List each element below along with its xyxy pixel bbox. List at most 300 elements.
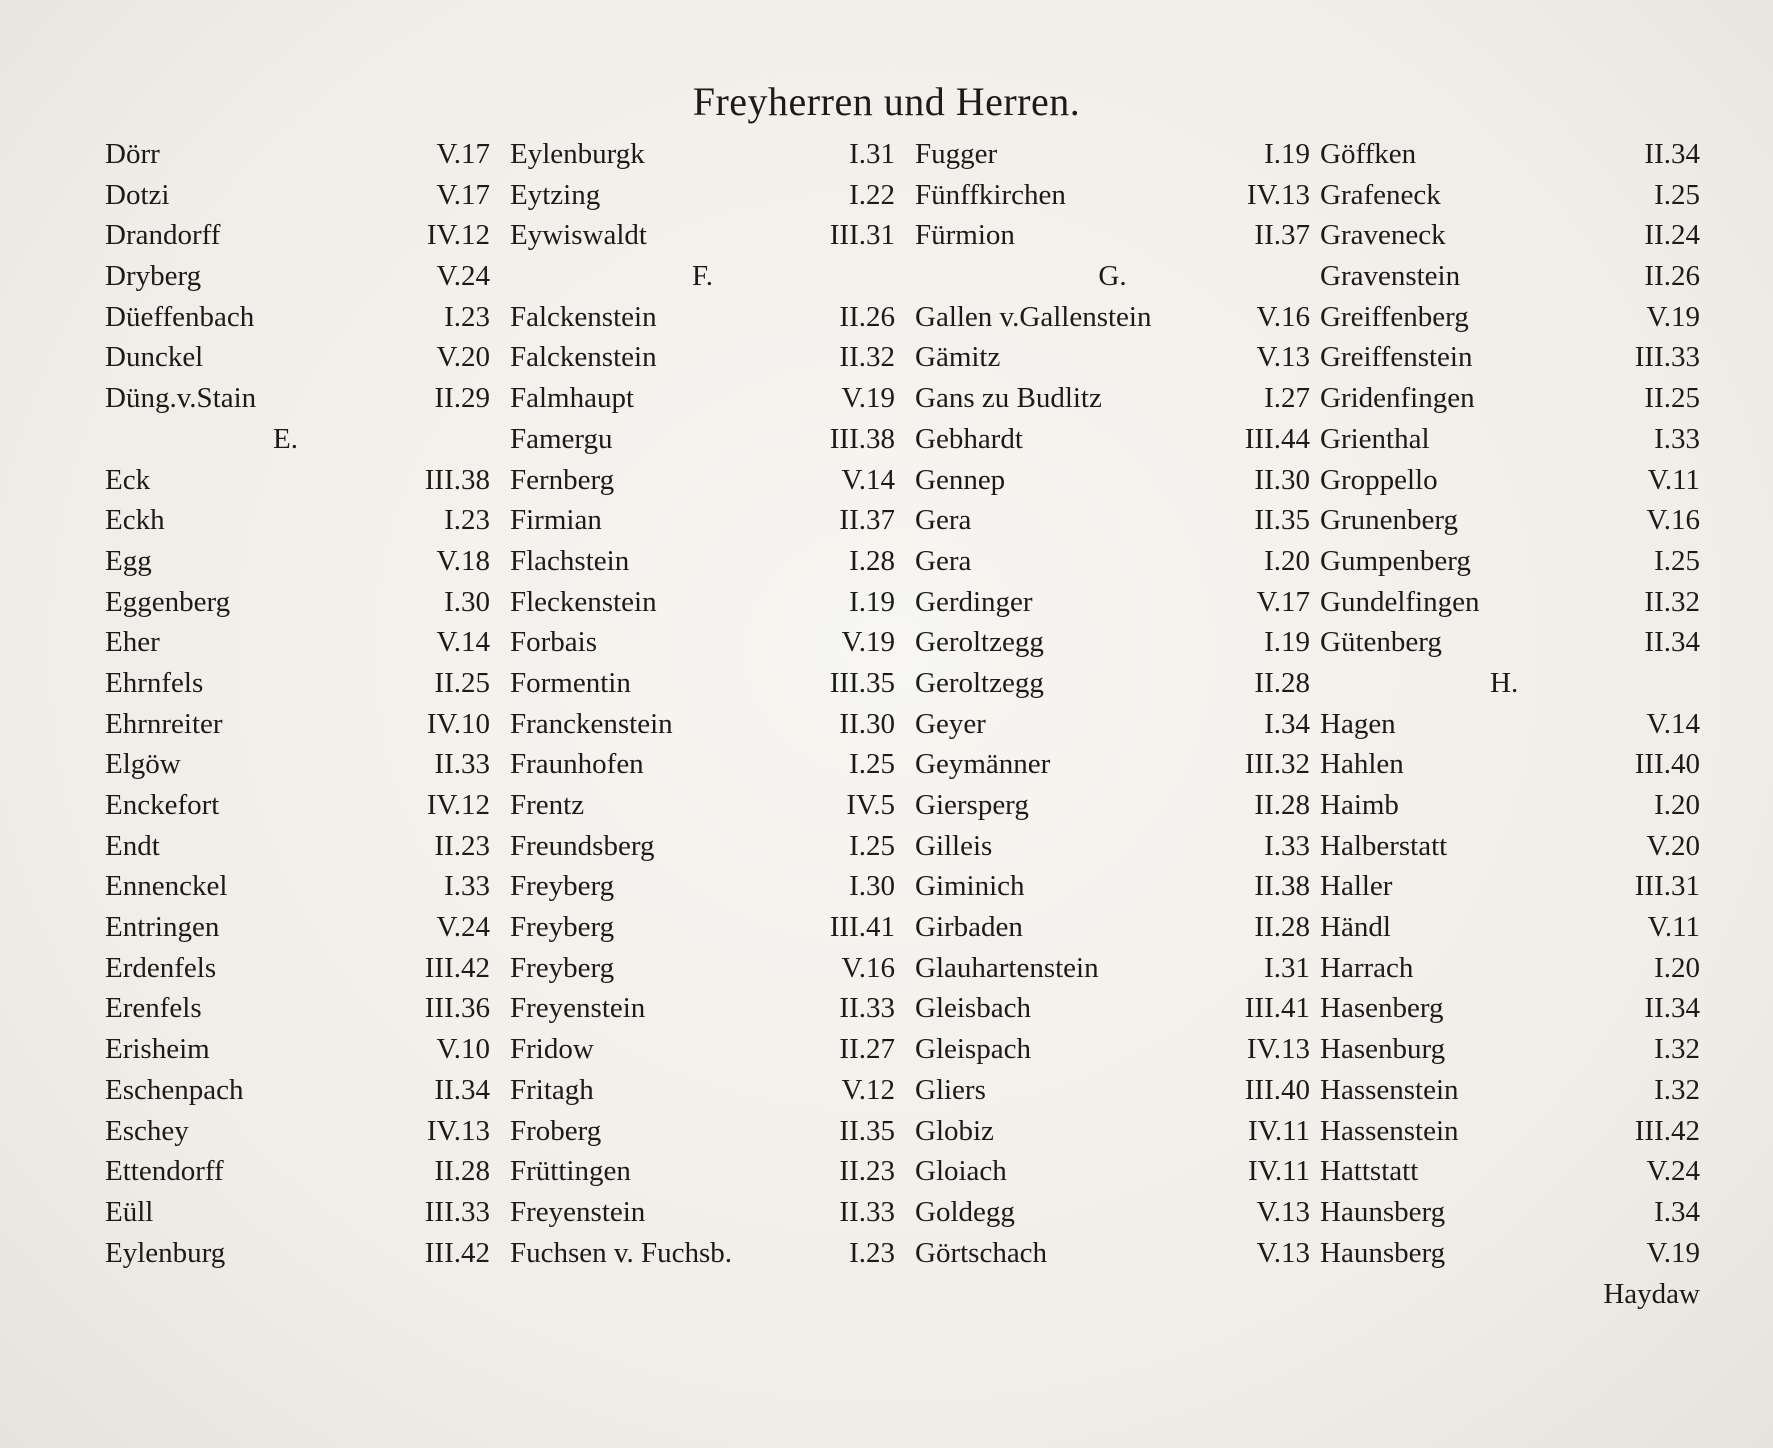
index-entry [510, 541, 895, 582]
index-column-4 [1320, 134, 1700, 1273]
index-entry [105, 663, 490, 704]
index-entry [915, 744, 1310, 785]
entry-name: Dunckel [105, 341, 204, 374]
index-entry [510, 1233, 895, 1274]
index-entry [1320, 378, 1700, 419]
entry-name: Eher [105, 626, 160, 659]
entry-reference: II.28 [1254, 666, 1310, 699]
index-entry [510, 175, 895, 216]
index-entry [510, 460, 895, 501]
index-entry [915, 460, 1310, 501]
entry-name: Freyberg [510, 911, 615, 944]
entry-reference: I.23 [444, 300, 490, 333]
entry-name: Gridenfingen [1320, 382, 1475, 415]
entry-name: Girbaden [915, 911, 1023, 944]
entry-reference: II.37 [1254, 219, 1310, 252]
entry-name: Haunsberg [1320, 1236, 1446, 1269]
entry-name: Elgöw [105, 748, 181, 781]
index-entry [915, 419, 1310, 460]
entry-reference: III.40 [1634, 748, 1700, 781]
entry-name: Ettendorff [105, 1155, 224, 1188]
catchword: Haydaw [1603, 1278, 1700, 1310]
entry-name: Freyenstein [510, 1195, 646, 1228]
index-entry [105, 1192, 490, 1233]
entry-name: Hasenburg [1320, 1033, 1446, 1066]
entry-name: Grafeneck [1320, 178, 1441, 211]
index-entry [510, 1029, 895, 1070]
entry-reference: V.13 [1256, 341, 1310, 374]
entry-reference: V.17 [436, 138, 490, 170]
entry-reference: II.33 [839, 1195, 895, 1228]
entry-name: Erisheim [105, 1033, 210, 1066]
entry-name: Eylenburgk [510, 138, 645, 170]
entry-reference: I.20 [1654, 789, 1700, 821]
entry-name: Gütenberg [1320, 626, 1442, 659]
entry-reference: III.32 [1244, 748, 1310, 781]
index-entry [105, 460, 490, 501]
entry-reference: II.29 [434, 382, 490, 415]
entry-reference: V.11 [1647, 463, 1700, 496]
index-entry [1320, 460, 1700, 501]
entry-reference: I.23 [849, 1236, 895, 1269]
entry-name: Glauhartenstein [915, 951, 1099, 984]
index-entry [510, 826, 895, 867]
entry-reference: I.30 [849, 870, 895, 903]
entry-reference: II.35 [839, 1114, 895, 1147]
entry-name: Gennep [915, 463, 1006, 496]
entry-reference: III.40 [1244, 1073, 1310, 1106]
index-entry [1320, 1029, 1700, 1070]
index-column-2 [510, 134, 895, 1273]
entry-reference: II.34 [1644, 992, 1700, 1025]
entry-reference: III.41 [1244, 992, 1310, 1025]
entry-name: Flachstein [510, 544, 630, 577]
entry-reference: III.33 [1634, 341, 1700, 374]
index-entry [1320, 907, 1700, 948]
entry-reference: II.27 [839, 1033, 895, 1066]
entry-reference: I.20 [1654, 951, 1700, 984]
entry-name: Geymänner [915, 748, 1051, 781]
index-entry [510, 134, 895, 175]
index-entry [915, 1029, 1310, 1070]
entry-reference: II.28 [434, 1155, 490, 1188]
entry-name: Fridow [510, 1033, 594, 1066]
entry-name: Gera [915, 504, 972, 537]
entry-reference: II.33 [434, 748, 490, 781]
entry-name: Händl [1320, 911, 1391, 944]
index-entry [105, 175, 490, 216]
index-entry [915, 1233, 1310, 1274]
entry-reference: II.24 [1644, 219, 1700, 252]
index-entry [510, 1070, 895, 1111]
entry-name: Eüll [105, 1195, 154, 1228]
index-column-1 [105, 134, 490, 1273]
entry-name: Fürmion [915, 219, 1015, 252]
entry-name: Dörr [105, 138, 160, 170]
index-entry [510, 1111, 895, 1152]
index-entry [1320, 500, 1700, 541]
entry-name: Eylenburg [105, 1236, 226, 1269]
entry-name: Frentz [510, 789, 585, 821]
entry-reference: III.41 [829, 911, 895, 944]
index-entry [510, 663, 895, 704]
entry-name: Gleispach [915, 1033, 1031, 1066]
section-letter [915, 256, 1310, 297]
entry-reference: I.34 [1654, 1195, 1700, 1228]
entry-name: Haller [1320, 870, 1393, 903]
index-entry [510, 622, 895, 663]
entry-reference: III.42 [424, 951, 490, 984]
entry-reference: I.33 [1264, 829, 1310, 862]
entry-name: Gliers [915, 1073, 986, 1106]
entry-name: Giminich [915, 870, 1025, 903]
index-entry [1320, 704, 1700, 745]
entry-reference: V.10 [436, 1033, 490, 1066]
entry-reference: I.31 [849, 138, 895, 170]
entry-reference: V.19 [1646, 300, 1700, 333]
entry-reference: I.19 [1264, 626, 1310, 659]
index-entry [510, 988, 895, 1029]
index-entry [1320, 256, 1700, 297]
entry-name: Hassenstein [1320, 1073, 1459, 1106]
entry-name: Falmhaupt [510, 382, 635, 415]
entry-name: Gloiach [915, 1155, 1007, 1188]
entry-name: Gumpenberg [1320, 544, 1471, 577]
index-entry [915, 175, 1310, 216]
entry-name: Gleisbach [915, 992, 1031, 1025]
entry-reference: II.33 [839, 992, 895, 1025]
index-entry [105, 1233, 490, 1274]
entry-reference: II.30 [1254, 463, 1310, 496]
entry-reference: IV.12 [426, 789, 490, 821]
entry-name: Famergu [510, 422, 613, 455]
entry-name: Formentin [510, 666, 631, 699]
page-title: Freyherren und Herren. [692, 79, 1081, 124]
index-entry [510, 337, 895, 378]
index-entry [105, 541, 490, 582]
entry-reference: V.17 [436, 178, 490, 211]
index-entry [915, 866, 1310, 907]
index-entry [105, 1111, 490, 1152]
index-entry [915, 337, 1310, 378]
entry-reference: IV.13 [1246, 1033, 1310, 1066]
index-entry [105, 337, 490, 378]
entry-name: Goldegg [915, 1195, 1015, 1228]
section-letter-label: H. [1490, 666, 1519, 699]
index-entry [915, 582, 1310, 623]
entry-name: Hasenberg [1320, 992, 1444, 1025]
entry-reference: V.14 [1646, 707, 1700, 740]
index-entry [915, 500, 1310, 541]
section-letter [510, 256, 895, 297]
index-entry [915, 378, 1310, 419]
entry-name: Halberstatt [1320, 829, 1448, 862]
index-entry [1320, 744, 1700, 785]
entry-reference: V.24 [1646, 1155, 1700, 1188]
entry-reference: V.17 [1256, 585, 1310, 618]
entry-name: Freundsberg [510, 829, 655, 862]
entry-name: Düng.v.Stain [105, 382, 257, 415]
entry-name: Gilleis [915, 829, 993, 862]
index-entry [915, 826, 1310, 867]
entry-reference: V.24 [436, 260, 490, 293]
index-entry [105, 622, 490, 663]
index-entry [105, 215, 490, 256]
entry-name: Fleckenstein [510, 585, 657, 618]
index-entry [915, 297, 1310, 338]
index-entry [105, 134, 490, 175]
entry-name: Geroltzegg [915, 666, 1044, 699]
index-entry [510, 582, 895, 623]
entry-name: Drandorff [105, 219, 221, 252]
index-entry [915, 988, 1310, 1029]
entry-name: Egg [105, 544, 152, 577]
index-entry [105, 744, 490, 785]
index-entry [1320, 826, 1700, 867]
entry-name: Falckenstein [510, 341, 657, 374]
index-entry [915, 907, 1310, 948]
entry-name: Hagen [1320, 707, 1396, 740]
index-entry [105, 785, 490, 826]
entry-reference: III.38 [829, 422, 895, 455]
entry-reference: V.16 [1256, 300, 1310, 333]
entry-reference: I.33 [444, 870, 490, 903]
entry-name: Gämitz [915, 341, 1001, 374]
index-entry [915, 541, 1310, 582]
entry-name: Haunsberg [1320, 1195, 1446, 1228]
entry-reference: II.35 [1254, 504, 1310, 537]
entry-name: Eck [105, 463, 151, 496]
index-entry [105, 582, 490, 623]
index-entry [1320, 175, 1700, 216]
entry-reference: IV.13 [1246, 178, 1310, 211]
entry-reference: II.26 [1644, 260, 1700, 293]
entry-name: Eywiswaldt [510, 219, 647, 252]
entry-name: Franckenstein [510, 707, 673, 740]
entry-name: Eytzing [510, 178, 601, 211]
index-entry [510, 1192, 895, 1233]
entry-name: Ehrnreiter [105, 707, 223, 740]
entry-reference: III.33 [424, 1195, 490, 1228]
index-entry [510, 744, 895, 785]
index-entry [1320, 419, 1700, 460]
entry-name: Grunenberg [1320, 504, 1458, 537]
index-entry [915, 1192, 1310, 1233]
section-letter-label: G. [1098, 260, 1127, 293]
entry-reference: III.36 [424, 992, 490, 1025]
entry-reference: IV.13 [426, 1114, 490, 1147]
index-entry [105, 704, 490, 745]
entry-name: Fuchsen v. Fuchsb. [510, 1236, 733, 1269]
entry-reference: V.19 [841, 382, 895, 415]
index-entry [915, 948, 1310, 989]
index-entry [105, 1151, 490, 1192]
index-entry [510, 419, 895, 460]
entry-reference: V.14 [841, 463, 895, 496]
index-entry [1320, 134, 1700, 175]
index-entry [1320, 1192, 1700, 1233]
entry-name: Fritagh [510, 1073, 594, 1106]
entry-name: Freyberg [510, 951, 615, 984]
entry-name: Ehrnfels [105, 666, 204, 699]
entry-reference: I.25 [1654, 544, 1700, 577]
entry-name: Dryberg [105, 260, 202, 293]
entry-name: Fugger [915, 138, 998, 170]
index-entry [510, 215, 895, 256]
entry-name: Gallen v.Gallenstein [915, 300, 1152, 333]
index-entry [1320, 622, 1700, 663]
index-entry [510, 785, 895, 826]
entry-name: Entringen [105, 911, 220, 944]
entry-reference: V.20 [436, 341, 490, 374]
index-entry [105, 500, 490, 541]
index-column-3 [915, 134, 1310, 1273]
entry-name: Früttingen [510, 1155, 631, 1188]
entry-reference: IV.12 [426, 219, 490, 252]
index-entry [105, 297, 490, 338]
index-entry [915, 785, 1310, 826]
index-entry [1320, 988, 1700, 1029]
entry-reference: III.44 [1244, 422, 1310, 455]
entry-name: Gebhardt [915, 422, 1023, 455]
entry-name: Eschenpach [105, 1073, 244, 1106]
entry-name: Graveneck [1320, 219, 1446, 252]
entry-reference: II.34 [1644, 138, 1700, 170]
entry-reference: V.13 [1256, 1236, 1310, 1269]
index-entry [1320, 1233, 1700, 1274]
index-entry [915, 134, 1310, 175]
entry-reference: V.12 [841, 1073, 895, 1106]
index-entry [105, 1070, 490, 1111]
entry-name: Groppello [1320, 463, 1438, 496]
entry-reference: I.31 [1264, 951, 1310, 984]
entry-name: Hassenstein [1320, 1114, 1459, 1147]
index-entry [105, 948, 490, 989]
entry-name: Hahlen [1320, 748, 1404, 781]
entry-name: Eggenberg [105, 585, 231, 618]
index-entry [915, 663, 1310, 704]
entry-reference: I.25 [849, 748, 895, 781]
index-entry [915, 1070, 1310, 1111]
entry-reference: I.32 [1654, 1033, 1700, 1066]
entry-reference: V.14 [436, 626, 490, 659]
entry-reference: II.23 [839, 1155, 895, 1188]
entry-reference: II.23 [434, 829, 490, 862]
entry-reference: IV.5 [846, 789, 895, 821]
entry-name: Firmian [510, 504, 602, 537]
entry-name: Geyer [915, 707, 986, 740]
entry-name: Harrach [1320, 951, 1414, 984]
entry-reference: V.20 [1646, 829, 1700, 862]
entry-reference: II.28 [1254, 911, 1310, 944]
entry-name: Grienthal [1320, 422, 1430, 455]
index-entry [915, 622, 1310, 663]
entry-name: Greiffenberg [1320, 300, 1469, 333]
entry-reference: III.42 [1634, 1114, 1700, 1147]
entry-name: Eschey [105, 1114, 189, 1147]
index-entry [1320, 541, 1700, 582]
entry-reference: IV.11 [1247, 1114, 1310, 1147]
entry-reference: IV.10 [426, 707, 490, 740]
section-letter-label: E. [273, 422, 298, 455]
entry-reference: I.30 [444, 585, 490, 618]
entry-name: Fraunhofen [510, 748, 644, 781]
entry-reference: III.35 [829, 666, 895, 699]
entry-reference: V.16 [1646, 504, 1700, 537]
index-entry [510, 907, 895, 948]
entry-name: Greiffenstein [1320, 341, 1473, 374]
index-entry [105, 988, 490, 1029]
index-entry [915, 215, 1310, 256]
entry-name: Froberg [510, 1114, 602, 1147]
entry-reference: V.11 [1647, 911, 1700, 944]
index-entry [1320, 785, 1700, 826]
entry-reference: II.32 [839, 341, 895, 374]
entry-reference: IV.11 [1247, 1155, 1310, 1188]
entry-name: Falckenstein [510, 300, 657, 333]
entry-reference: II.34 [434, 1073, 490, 1106]
entry-reference: I.19 [1264, 138, 1310, 170]
entry-reference: I.19 [849, 585, 895, 618]
index-entry [1320, 337, 1700, 378]
entry-reference: V.16 [841, 951, 895, 984]
entry-name: Gundelfingen [1320, 585, 1480, 618]
index-entry [915, 704, 1310, 745]
entry-reference: II.25 [1644, 382, 1700, 415]
index-entry [105, 907, 490, 948]
entry-reference: II.30 [839, 707, 895, 740]
entry-reference: II.28 [1254, 789, 1310, 821]
index-entry [105, 866, 490, 907]
index-entry [510, 500, 895, 541]
entry-reference: III.31 [829, 219, 895, 252]
entry-name: Endt [105, 829, 160, 862]
entry-reference: V.24 [436, 911, 490, 944]
entry-name: Gera [915, 544, 972, 577]
entry-reference: V.13 [1256, 1195, 1310, 1228]
index-entry [1320, 215, 1700, 256]
entry-name: Giersperg [915, 789, 1029, 821]
entry-reference: V.18 [436, 544, 490, 577]
entry-reference: II.32 [1644, 585, 1700, 618]
entry-name: Globiz [915, 1114, 994, 1147]
entry-name: Freyberg [510, 870, 615, 903]
entry-name: Fernberg [510, 463, 615, 496]
entry-reference: III.31 [1634, 870, 1700, 903]
entry-reference: I.34 [1264, 707, 1310, 740]
entry-reference: II.26 [839, 300, 895, 333]
entry-reference: I.22 [849, 178, 895, 211]
entry-name: Haimb [1320, 789, 1399, 821]
entry-name: Eckh [105, 504, 165, 537]
entry-reference: I.23 [444, 504, 490, 537]
index-entry [510, 1151, 895, 1192]
entry-reference: I.28 [849, 544, 895, 577]
entry-name: Ennenckel [105, 870, 228, 903]
index-entry [915, 1111, 1310, 1152]
index-entry [510, 297, 895, 338]
entry-reference: II.38 [1254, 870, 1310, 903]
entry-name: Gravenstein [1320, 260, 1461, 293]
entry-name: Freyenstein [510, 992, 646, 1025]
entry-reference: II.34 [1644, 626, 1700, 659]
entry-name: Enckefort [105, 789, 220, 821]
index-entry [105, 256, 490, 297]
entry-name: Göffken [1320, 138, 1417, 170]
index-entry [510, 704, 895, 745]
index-entry [1320, 948, 1700, 989]
entry-reference: I.32 [1654, 1073, 1700, 1106]
